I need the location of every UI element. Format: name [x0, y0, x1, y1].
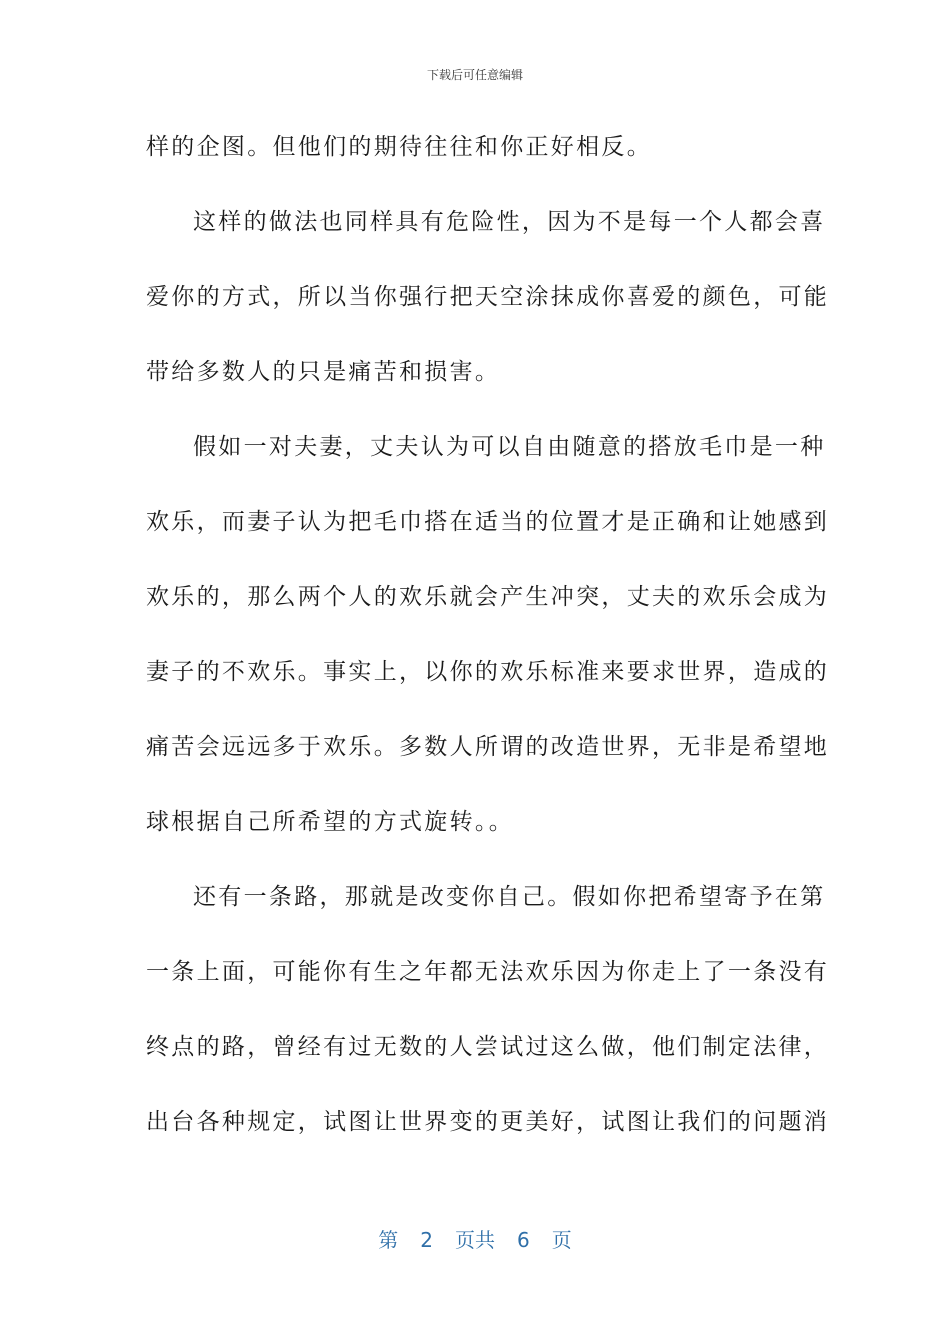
text-line: 一条上面，可能你有生之年都无法欢乐因为你走上了一条没有	[146, 959, 830, 985]
text-line: 球根据自己所希望的方式旋转。。	[146, 809, 514, 835]
text-line: 爱你的方式，所以当你强行把天空涂抹成你喜爱的颜色，可能	[146, 284, 830, 310]
text-line: 带给多数人的只是痛苦和损害。	[146, 359, 501, 385]
text-line: 欢乐，而妻子认为把毛巾搭在适当的位置才是正确和让她感到	[146, 509, 830, 535]
current-page-number: 2	[420, 1228, 433, 1252]
text-line: 妻子的不欢乐。事实上，以你的欢乐标准来要求世界，造成的	[146, 659, 830, 685]
document-body	[146, 120, 830, 1170]
page-header: 下载后可任意编辑	[426, 68, 523, 82]
page-footer	[0, 1224, 950, 1253]
total-pages-number: 6	[517, 1228, 530, 1252]
text-line: 终点的路，曾经有过无数的人尝试过这么做，他们制定法律，	[146, 1034, 830, 1060]
text-line: 出台各种规定，试图让世界变的更美好，试图让我们的问题消	[146, 1109, 830, 1135]
footer-suffix: 页	[551, 1228, 572, 1252]
text-line: 样的企图。但他们的期待往往和你正好相反。	[146, 134, 652, 160]
footer-middle: 页共	[455, 1228, 495, 1252]
text-line: 痛苦会远远多于欢乐。多数人所谓的改造世界，无非是希望地	[146, 734, 830, 760]
paragraph-start-line: 这样的做法也同样具有危险性，因为不是每一个人都会喜	[193, 209, 826, 235]
paragraph-start-line: 假如一对夫妻，丈夫认为可以自由随意的搭放毛巾是一种	[193, 434, 826, 460]
text-line: 欢乐的，那么两个人的欢乐就会产生冲突，丈夫的欢乐会成为	[146, 584, 830, 610]
paragraph-start-line: 还有一条路，那就是改变你自己。假如你把希望寄予在第	[193, 884, 826, 910]
footer-prefix: 第	[378, 1228, 399, 1252]
